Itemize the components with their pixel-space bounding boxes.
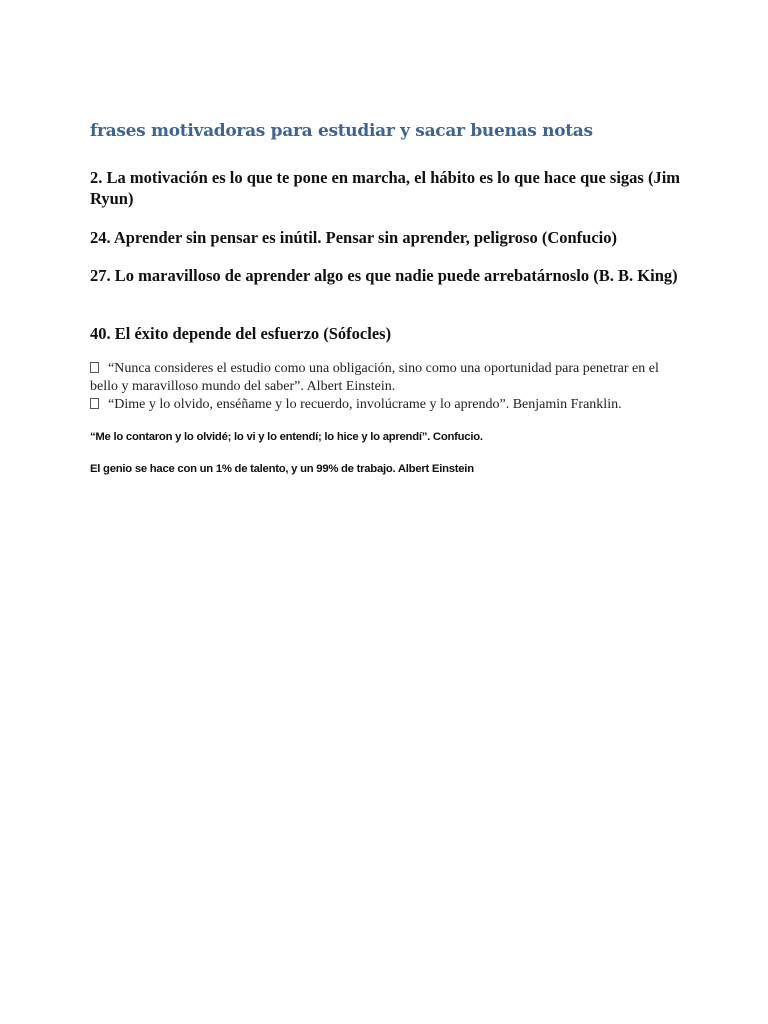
quote-24: 24. Aprender sin pensar es inútil. Pensar sin aprender, peligroso (Confucio) [90,228,618,247]
bullet-quote-list [90,360,690,414]
square-bullet-icon [90,362,99,373]
quote-40: 40. El éxito depende del esfuerzo (Sófocles) [90,324,392,343]
quote-27: 27. Lo maravilloso de aprender algo es que nadie puede arrebatárnoslo (B. B. King) [90,266,678,285]
bullet-quote-text: “Dime y lo olvido, enséñame y lo recuerdo, involúcrame y lo aprendo”. Benjamin Franklin. [108,397,622,412]
quote-2: 2. La motivación es lo que te pone en marcha, el hábito es lo que hace que sigas (Jim Ryun) [90,168,681,208]
bullet-quote-text: “Nunca consideres el estudio como una obligación, sino como una oportunidad para penetrar en el bello y maravilloso mundo del saber”. Albert Einstein. [90,361,659,394]
bullet-quote-franklin [90,396,690,414]
bullet-quote-einstein [90,360,690,396]
closing-quote-einstein: El genio se hace con un 1% de talento, y un 99% de trabajo. Albert Einstein [90,463,474,475]
square-bullet-icon [90,398,99,409]
document-heading: frases motivadoras para estudiar y sacar buenas notas [90,121,593,141]
closing-quote-confucio: “Me lo contaron y lo olvidé; lo vi y lo entendí; lo hice y lo aprendí”. Confucio. [90,431,483,443]
